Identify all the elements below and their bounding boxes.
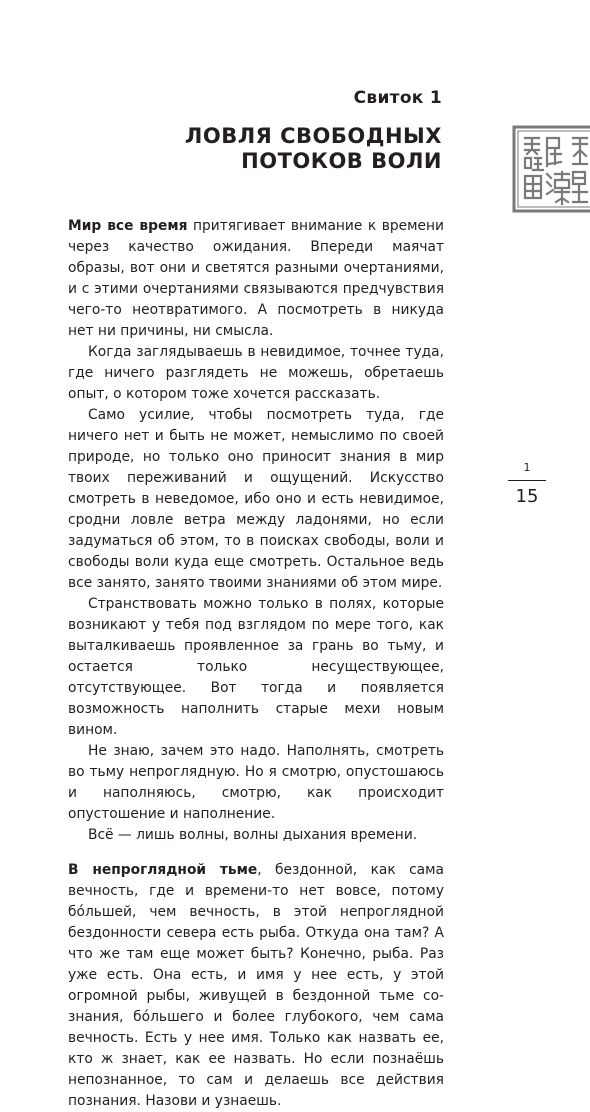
paragraph-5: Не знаю, зачем это надо. Наполнять, смотреть во тьму непроглядную. Но я смотрю, опустошаюсь и наполняюсь, смотрю, как происходит опустошение и наполнение. [68,743,444,822]
paragraph-1 [68,216,444,342]
chinese-seal-icon [511,124,590,214]
marker-divider [508,480,546,481]
chapter-title-line-1: ЛОВЛЯ СВОБОДНЫХ [184,124,442,148]
paragraph-7-lead: В непроглядной тьме [68,862,258,878]
paragraph-6: Всё — лишь волны, волны дыхания времени. [88,827,418,843]
paragraph-1-text: притягивает внимание к времени через качество ожидания. Впереди маячат образы, вот они и светятся разными очертаниями, и с этими очертаниями связываются предчувствия чего-то неотвратимого. А посмотреть в никуда нет ни причины, ни смысла. [68,218,444,339]
chapter-title-line-2: ПОТОКОВ ВОЛИ [241,149,442,173]
chapter-title [185,124,442,174]
body-text [68,216,444,1112]
paragraph-3: Само усилие, чтобы посмотреть туда, где ничего нет и быть не может, немыслимо по своей природе, но только оно приносит знания в мир твоих переживаний и ощущений. Искусство смотреть в неведомое, ибо оно и есть невидимое, сродни ловле ветра между ладонями, но если задуматься об этом, то в поисках свободы, воли и свободы воли куда еще смотреть. Остальное ведь все занято, занято твоими знаниями об этом мире. [68,407,444,591]
page-number: 15 [515,486,539,507]
paragraph-7 [68,860,444,1112]
scroll-label: Свиток 1 [353,88,442,108]
paragraph-1-lead: Мир все время [68,218,188,234]
section-number: 1 [523,461,531,474]
paragraph-2: Когда заглядываешь в невидимое, точнее туда, где ничего разглядеть не можешь, обретаешь опыт, о котором тоже хочется рассказать. [68,344,444,402]
paragraph-7-text: , бездонной, как сама вечность, где и времени-то нет вовсе, потому бóльшей, чем вечность, в этой непроглядной бездонности севера есть рыба. Откуда она там? А что же там еще может быть? Конечно, рыба. Раз уже есть. Она есть, и имя у нее есть, у этой огромной рыбы, живущей в бездонной тьме сознания, бóльшего и более глубокого, чем сама вечность. Есть у нее имя. Только как назвать ее, кто ж знает, как ее назвать. Но если познаёшь непознанное, то сам и делаешь все действия познания. Назови и узнаешь. [68,862,444,1109]
paragraph-4: Странствовать можно только в полях, которые возникают у тебя под взглядом по мере того, как выталкиваешь проявленное за грань во тьму, и остается только несуществующее, отсутствующее. Вот тогда и появляется возможность наполнить старые мехи новым вином. [68,596,444,738]
page-marker [508,460,546,507]
